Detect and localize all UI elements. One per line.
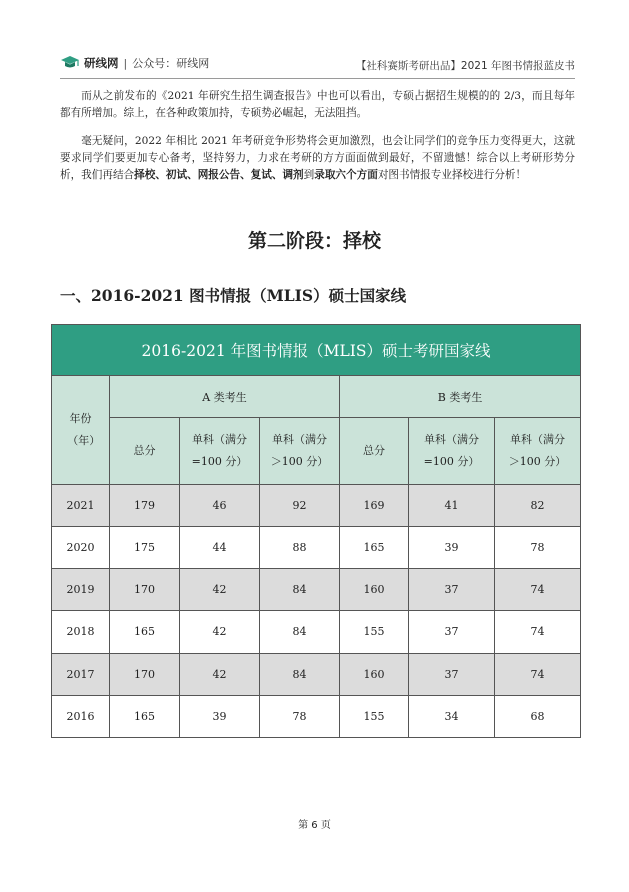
- cell-b-single-gt100: 74: [495, 611, 581, 653]
- cell-b-total: 155: [340, 695, 409, 737]
- table-row: [52, 484, 581, 526]
- year-header: [52, 376, 110, 485]
- cell-a-single-100: 42: [180, 569, 260, 611]
- cell-b-total: 165: [340, 526, 409, 568]
- cell-b-total: 160: [340, 569, 409, 611]
- cell-year: 2016: [52, 695, 110, 737]
- cell-year: 2021: [52, 484, 110, 526]
- stage-heading: 第二阶段：择校: [247, 230, 381, 252]
- cell-a-single-100: 39: [180, 695, 260, 737]
- cell-a-single-gt100: 84: [260, 653, 340, 695]
- p2-bold-stages: 择校、初试、网报公告、复试、调剂: [134, 169, 304, 181]
- cell-a-single-gt100: 78: [260, 695, 340, 737]
- table-title: 2016-2021 年图书情报（MLIS）硕士考研国家线: [52, 325, 581, 376]
- cell-a-total: 179: [110, 484, 180, 526]
- a-single-gt100-label: 单科（满分＞100 分）: [270, 433, 329, 469]
- a-single-gt100-header: [260, 418, 340, 484]
- p2-bold-aspects: 录取六个方面: [314, 169, 378, 181]
- cell-b-single-100: 37: [409, 611, 495, 653]
- logo: [60, 55, 209, 71]
- brand-name: 研线网: [84, 56, 119, 70]
- cell-a-single-gt100: 84: [260, 611, 340, 653]
- a-total-header: 总分: [110, 418, 180, 484]
- cell-b-single-100: 34: [409, 695, 495, 737]
- cell-b-single-gt100: 82: [495, 484, 581, 526]
- cell-b-single-gt100: 74: [495, 653, 581, 695]
- p2-text-pre: 毫无疑问，2022 年相比 2021 年考研竞争形势将会更加激烈，也会让同学们的竞争压力变得更大，这就要求同学们要更加专心备考，坚持努力，力求在考研的方方面面做到最好，不留遗憾！综合以上考研形势分析，我们再结合: [60, 135, 575, 181]
- cell-b-single-gt100: 78: [495, 526, 581, 568]
- page-number: 第 6 页: [298, 820, 331, 831]
- b-single-100-header: [409, 418, 495, 484]
- cell-a-single-gt100: 84: [260, 569, 340, 611]
- section-heading: 一、2016-2021 图书情报（MLIS）硕士国家线: [60, 286, 407, 305]
- p2-text-post: 对图书情报专业择校进行分析！: [377, 169, 527, 181]
- graduation-cap-icon: [60, 55, 80, 71]
- cell-b-total: 160: [340, 653, 409, 695]
- cell-b-total: 169: [340, 484, 409, 526]
- table-row: [52, 526, 581, 568]
- cell-b-single-gt100: 68: [495, 695, 581, 737]
- table-row: [52, 653, 581, 695]
- group-b-header: B 类考生: [340, 376, 581, 418]
- report-title: 【社科赛斯考研出品】2021 年图书情报蓝皮书: [355, 60, 575, 72]
- p2-text-mid: 到: [303, 169, 315, 181]
- cell-b-single-100: 39: [409, 526, 495, 568]
- wechat-account: 公众号：研线网: [132, 57, 210, 70]
- cell-b-single-100: 37: [409, 653, 495, 695]
- cell-a-total: 170: [110, 653, 180, 695]
- table-row: [52, 611, 581, 653]
- a-single-100-header: [180, 418, 260, 484]
- cell-b-single-100: 41: [409, 484, 495, 526]
- b-single-gt100-label: 单科（满分＞100 分）: [508, 433, 567, 469]
- a-single-100-label: 单科（满分=100 分）: [191, 433, 248, 469]
- cell-year: 2018: [52, 611, 110, 653]
- header-separator: |: [123, 56, 128, 70]
- cell-a-single-100: 42: [180, 653, 260, 695]
- cell-a-total: 170: [110, 569, 180, 611]
- page-header: [60, 52, 575, 79]
- cell-year: 2017: [52, 653, 110, 695]
- national-line-table: [51, 324, 581, 738]
- b-total-header: 总分: [340, 418, 409, 484]
- cell-b-single-gt100: 74: [495, 569, 581, 611]
- intro-paragraph-2: [60, 133, 575, 184]
- cell-b-total: 155: [340, 611, 409, 653]
- cell-year: 2019: [52, 569, 110, 611]
- table-row: [52, 569, 581, 611]
- cell-a-single-100: 42: [180, 611, 260, 653]
- cell-a-single-gt100: 92: [260, 484, 340, 526]
- table-row: [52, 695, 581, 737]
- b-single-100-label: 单科（满分=100 分）: [423, 433, 480, 469]
- cell-a-total: 165: [110, 611, 180, 653]
- cell-b-single-100: 37: [409, 569, 495, 611]
- cell-a-total: 175: [110, 526, 180, 568]
- cell-a-single-100: 44: [180, 526, 260, 568]
- b-single-gt100-header: [495, 418, 581, 484]
- cell-a-single-100: 46: [180, 484, 260, 526]
- intro-paragraph-1: 而从之前发布的《2021 年研究生招生调查报告》中也可以看出，专硕占据招生规模的的 2/3，而且每年都有所增加。综上，在各种政策加持，专硕势必崛起，无法阻挡。: [60, 90, 575, 119]
- group-a-header: A 类考生: [110, 376, 340, 418]
- cell-a-single-gt100: 88: [260, 526, 340, 568]
- cell-a-total: 165: [110, 695, 180, 737]
- cell-year: 2020: [52, 526, 110, 568]
- year-label: 年份（年）: [67, 411, 101, 447]
